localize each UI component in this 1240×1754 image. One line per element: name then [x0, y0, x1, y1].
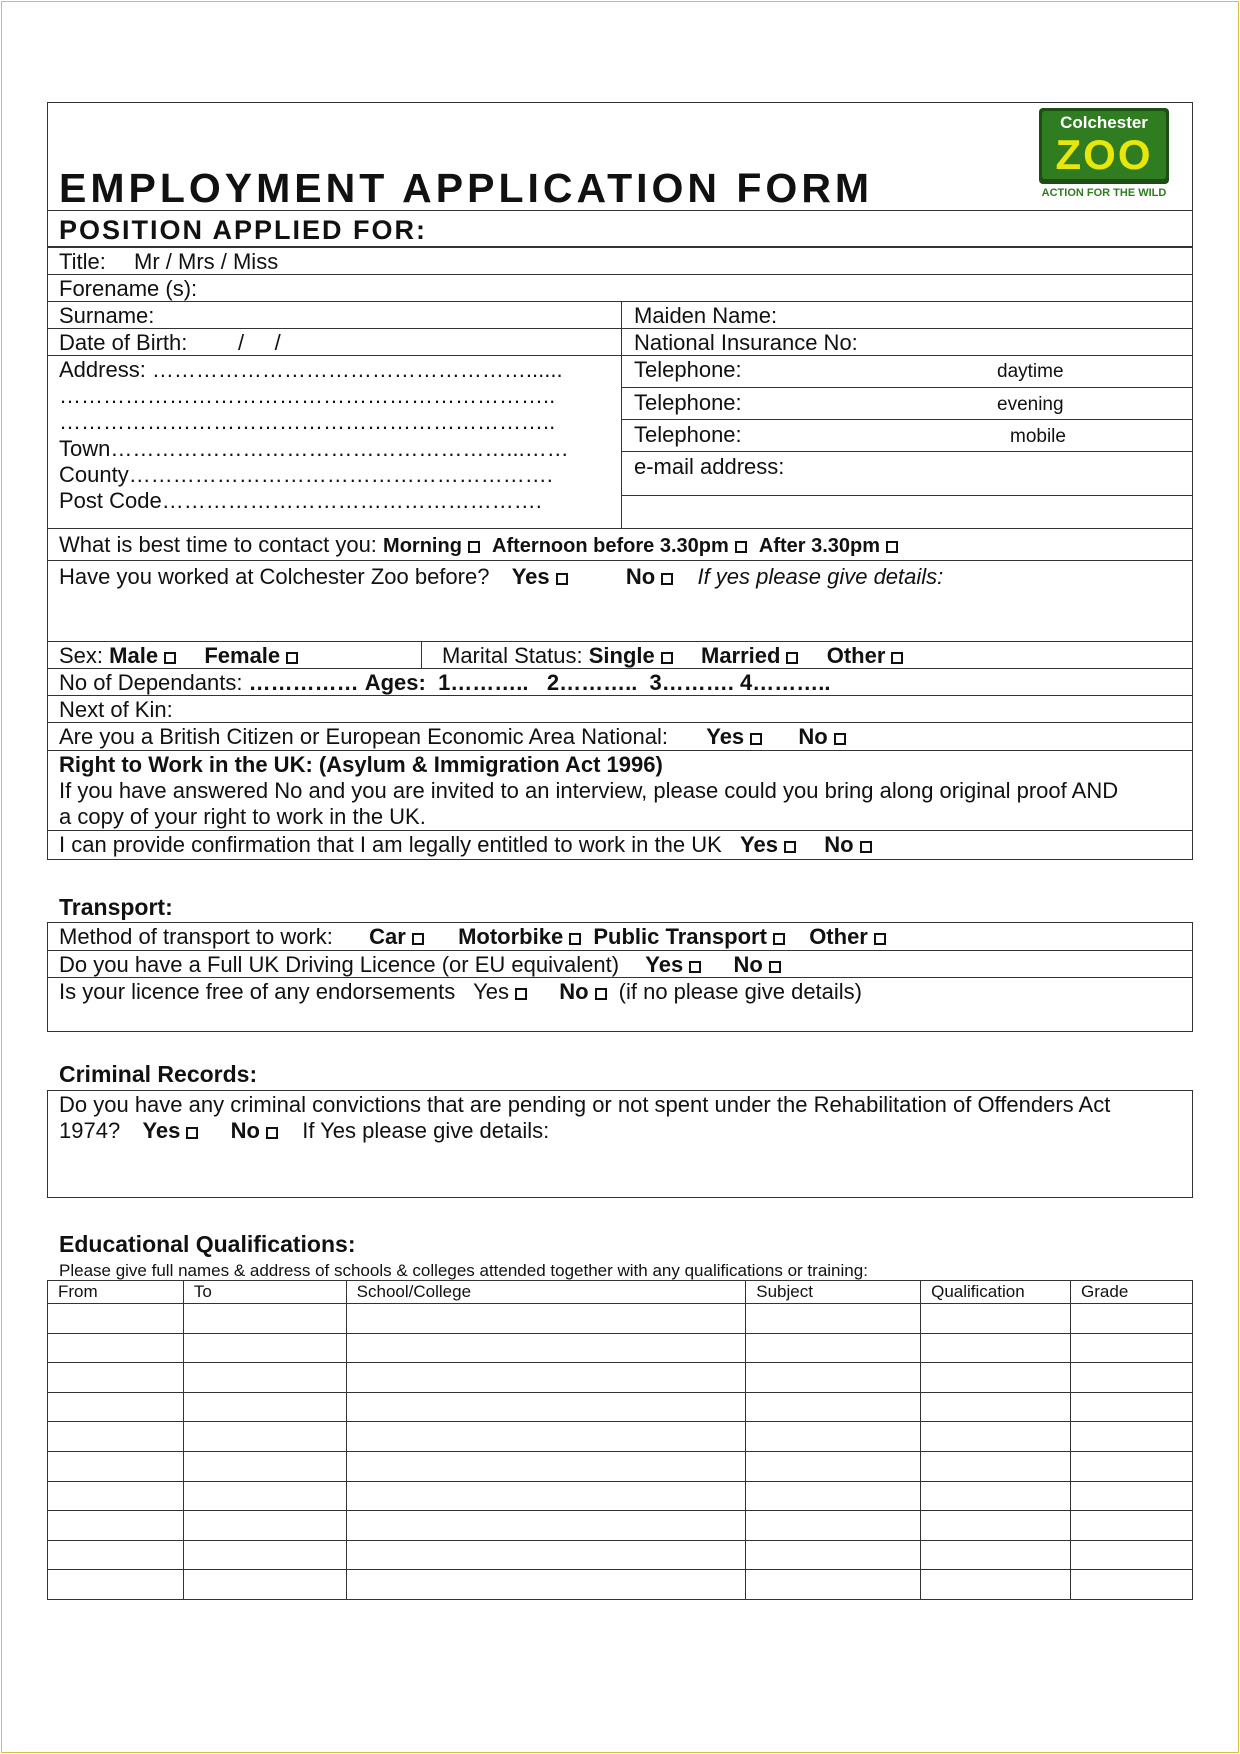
- table-cell[interactable]: [1071, 1333, 1193, 1363]
- column-subject: Subject: [746, 1281, 921, 1304]
- table-cell[interactable]: [183, 1363, 346, 1393]
- worked-before-details[interactable]: If yes please give details:: [697, 564, 944, 589]
- table-cell[interactable]: [183, 1451, 346, 1481]
- worked-before-yes-checkbox[interactable]: [556, 573, 568, 585]
- public-transport-option: Public Transport: [593, 924, 767, 949]
- table-cell[interactable]: [746, 1363, 921, 1393]
- married-checkbox[interactable]: [786, 652, 798, 664]
- table-cell[interactable]: [921, 1451, 1071, 1481]
- next-of-kin-label: Next of Kin:: [59, 697, 173, 722]
- column-grade: Grade: [1071, 1281, 1193, 1304]
- table-cell[interactable]: [746, 1540, 921, 1570]
- table-cell[interactable]: [1071, 1304, 1193, 1334]
- single-checkbox[interactable]: [661, 652, 673, 664]
- table-cell[interactable]: [183, 1481, 346, 1511]
- maiden-name-label[interactable]: Maiden Name:: [634, 303, 778, 328]
- surname-label[interactable]: Surname:: [59, 303, 155, 328]
- dob-row: [48, 328, 1192, 355]
- licence-question: Do you have a Full UK Driving Licence (or EU equivalent): [59, 952, 620, 977]
- single-option: Single: [588, 643, 655, 668]
- table-row: [48, 1570, 1193, 1600]
- forename-label: Forename (s):: [59, 276, 198, 301]
- table-cell[interactable]: [1071, 1363, 1193, 1393]
- table-cell[interactable]: [48, 1540, 184, 1570]
- ni-label[interactable]: National Insurance No:: [634, 330, 858, 355]
- endorsements-question: Is your licence free of any endorsements: [59, 979, 456, 1004]
- motorbike-option: Motorbike: [458, 924, 564, 949]
- dob-separator: / /: [238, 330, 281, 355]
- table-cell[interactable]: [346, 1304, 746, 1334]
- table-row: [48, 1511, 1193, 1541]
- right-to-work-line1: If you have answered No and you are invited to an interview, please could you bring along original proof AND: [59, 778, 1119, 803]
- table-cell[interactable]: [48, 1392, 184, 1422]
- column-school-college: School/College: [346, 1281, 746, 1304]
- table-cell[interactable]: [48, 1570, 184, 1600]
- column-to: To: [183, 1281, 346, 1304]
- right-to-work-no-checkbox[interactable]: [860, 841, 872, 853]
- table-cell[interactable]: [746, 1392, 921, 1422]
- table-cell[interactable]: [183, 1511, 346, 1541]
- table-row: [48, 1422, 1193, 1452]
- table-row: [48, 1451, 1193, 1481]
- public-transport-checkbox[interactable]: [773, 933, 785, 945]
- colchester-zoo-logo: [1038, 107, 1170, 199]
- morning-option: Morning: [383, 535, 462, 557]
- table-cell[interactable]: [183, 1540, 346, 1570]
- dependants-ages-field[interactable]: Ages: 1……….. 2……….. 3………. 4………..: [364, 670, 831, 695]
- right-to-work-yes-checkbox[interactable]: [784, 841, 796, 853]
- worked-before-question: Have you worked at Colchester Zoo before?: [59, 564, 490, 589]
- endorsements-details[interactable]: (if no please give details): [618, 979, 863, 1004]
- endorsements-row: [48, 977, 1192, 1031]
- table-cell[interactable]: [346, 1333, 746, 1363]
- email-label[interactable]: e-mail address:: [634, 454, 785, 479]
- motorbike-checkbox[interactable]: [569, 933, 581, 945]
- next-of-kin-row[interactable]: [48, 695, 1192, 722]
- table-cell[interactable]: [746, 1481, 921, 1511]
- after-330-option: After 3.30pm: [758, 535, 881, 557]
- criminal-yes: Yes: [142, 1118, 181, 1143]
- table-cell[interactable]: [346, 1540, 746, 1570]
- licence-yes-checkbox[interactable]: [689, 961, 701, 973]
- table-cell[interactable]: [346, 1363, 746, 1393]
- criminal-details: If Yes please give details:: [302, 1118, 550, 1143]
- table-cell[interactable]: [921, 1511, 1071, 1541]
- table-cell[interactable]: [921, 1392, 1071, 1422]
- telephone-mobile-label[interactable]: Telephone:: [634, 422, 742, 447]
- licence-no-checkbox[interactable]: [769, 961, 781, 973]
- right-to-work-confirm-row: [48, 830, 1192, 857]
- table-cell[interactable]: [1071, 1481, 1193, 1511]
- forename-row[interactable]: [48, 274, 1192, 301]
- zoo-logo-icon: [1038, 107, 1170, 185]
- right-to-work-line2: a copy of your right to work in the UK.: [59, 804, 426, 829]
- telephone-evening-tag: evening: [997, 394, 1064, 415]
- table-cell[interactable]: [746, 1333, 921, 1363]
- table-cell[interactable]: [48, 1363, 184, 1393]
- surname-row: [48, 301, 1192, 328]
- right-to-work-block: [48, 750, 1192, 830]
- endorsements-yes-checkbox[interactable]: [515, 988, 527, 1000]
- right-to-work-heading: Right to Work in the UK: (Asylum & Immigration Act 1996): [59, 752, 663, 777]
- header-section: [47, 102, 1193, 247]
- worked-before-no: No: [625, 564, 656, 589]
- citizen-yes: Yes: [706, 724, 745, 749]
- telephone-daytime-tag: daytime: [997, 361, 1064, 382]
- table-cell[interactable]: [346, 1422, 746, 1452]
- citizen-question: Are you a British Citizen or European Economic Area National:: [59, 724, 668, 749]
- table-cell[interactable]: [921, 1304, 1071, 1334]
- dob-label[interactable]: Date of Birth:: [59, 330, 188, 355]
- svg-text:Colchester: Colchester: [1060, 113, 1148, 132]
- table-cell[interactable]: [48, 1333, 184, 1363]
- afternoon-checkbox[interactable]: [735, 541, 747, 553]
- address-line-2[interactable]: …………………………………………………………..: [59, 383, 556, 408]
- county-field[interactable]: County………………………………………………….: [59, 462, 553, 487]
- endorsements-no-checkbox[interactable]: [595, 988, 607, 1000]
- table-cell[interactable]: [746, 1304, 921, 1334]
- endorsements-no: No: [559, 979, 589, 1004]
- table-cell[interactable]: [921, 1422, 1071, 1452]
- personal-details-section: [47, 247, 1193, 860]
- table-cell[interactable]: [183, 1304, 346, 1334]
- worked-before-no-checkbox[interactable]: [661, 573, 673, 585]
- table-cell[interactable]: [1071, 1451, 1193, 1481]
- criminal-question-line2: 1974?: [59, 1118, 121, 1143]
- table-row: [48, 1333, 1193, 1363]
- endorsements-yes: Yes: [473, 979, 509, 1004]
- sex-label: Sex:: [59, 643, 104, 668]
- contact-time-question: What is best time to contact you:: [59, 532, 377, 557]
- citizen-yes-checkbox[interactable]: [750, 733, 762, 745]
- table-cell[interactable]: [921, 1540, 1071, 1570]
- citizen-row: [48, 722, 1192, 750]
- table-cell[interactable]: [746, 1511, 921, 1541]
- table-cell[interactable]: [346, 1511, 746, 1541]
- table-cell[interactable]: [183, 1392, 346, 1422]
- table-cell[interactable]: [346, 1451, 746, 1481]
- table-row: [48, 1540, 1193, 1570]
- right-to-work-no: No: [824, 832, 854, 857]
- postcode-field[interactable]: Post Code…………………………………………….: [59, 488, 542, 513]
- form-title: EMPLOYMENT APPLICATION FORM: [59, 165, 874, 211]
- marital-other-option: Other: [826, 643, 886, 668]
- table-cell[interactable]: [183, 1570, 346, 1600]
- table-cell[interactable]: [1071, 1422, 1193, 1452]
- column-from: From: [48, 1281, 184, 1304]
- transport-method-row: [48, 923, 1192, 950]
- transport-other-checkbox[interactable]: [874, 933, 886, 945]
- table-row: [48, 1392, 1193, 1422]
- address-line-1[interactable]: Address: ……………………………………………......: [59, 357, 563, 382]
- licence-row: [48, 950, 1192, 977]
- licence-no: No: [733, 952, 763, 977]
- licence-yes: Yes: [645, 952, 684, 977]
- address-block: [48, 355, 1192, 528]
- table-cell[interactable]: [48, 1422, 184, 1452]
- marital-other-checkbox[interactable]: [891, 652, 903, 664]
- worked-before-yes: Yes: [511, 564, 550, 589]
- male-checkbox[interactable]: [164, 652, 176, 664]
- table-cell[interactable]: [48, 1451, 184, 1481]
- criminal-question-line1: Do you have any criminal convictions that are pending or not spent under the Rehabilitation of Offenders Act: [59, 1092, 1111, 1117]
- education-intro: Please give full names & address of schools & colleges attended together with any qualifications or training:: [59, 1261, 868, 1280]
- table-row: [48, 1363, 1193, 1393]
- telephone-evening-label[interactable]: Telephone:: [634, 390, 742, 415]
- criminal-records-heading: Criminal Records:: [59, 1061, 258, 1087]
- table-cell[interactable]: [48, 1511, 184, 1541]
- table-cell[interactable]: [1071, 1511, 1193, 1541]
- education-header-row: [48, 1281, 1193, 1304]
- morning-checkbox[interactable]: [468, 541, 480, 553]
- citizen-no-checkbox[interactable]: [834, 733, 846, 745]
- table-cell[interactable]: [1071, 1540, 1193, 1570]
- table-row: [48, 1481, 1193, 1511]
- citizen-no: No: [798, 724, 828, 749]
- table-cell[interactable]: [1071, 1392, 1193, 1422]
- column-qualification: Qualification: [921, 1281, 1071, 1304]
- sex-marital-row: [48, 641, 1192, 668]
- table-cell[interactable]: [48, 1304, 184, 1334]
- town-field[interactable]: Town………………………………………………...……: [59, 436, 569, 461]
- dependants-row: [48, 668, 1192, 695]
- table-cell[interactable]: [921, 1333, 1071, 1363]
- criminal-no-checkbox[interactable]: [266, 1127, 278, 1139]
- table-cell[interactable]: [346, 1570, 746, 1600]
- education-table: [47, 1280, 1193, 1600]
- female-option: Female: [204, 643, 281, 668]
- table-cell[interactable]: [183, 1333, 346, 1363]
- female-checkbox[interactable]: [286, 652, 298, 664]
- table-cell[interactable]: [346, 1392, 746, 1422]
- title-options[interactable]: Mr / Mrs / Miss: [134, 249, 279, 274]
- address-line-3[interactable]: …………………………………………………………..: [59, 409, 556, 434]
- table-cell[interactable]: [183, 1422, 346, 1452]
- afternoon-option: Afternoon before 3.30pm: [492, 535, 729, 557]
- table-cell[interactable]: [921, 1570, 1071, 1600]
- table-cell[interactable]: [746, 1570, 921, 1600]
- worked-before-row: [48, 560, 1192, 641]
- car-option: Car: [369, 924, 406, 949]
- table-row: [48, 1304, 1193, 1334]
- table-cell[interactable]: [746, 1451, 921, 1481]
- transport-method-label: Method of transport to work:: [59, 924, 333, 949]
- position-applied-label: POSITION APPLIED FOR:: [59, 215, 428, 245]
- right-to-work-confirm: I can provide confirmation that I am legally entitled to work in the UK: [59, 832, 722, 857]
- criminal-records-section[interactable]: [47, 1090, 1193, 1198]
- transport-heading: Transport:: [59, 894, 173, 920]
- marital-status-label: Marital Status:: [442, 643, 583, 668]
- telephone-daytime-label[interactable]: Telephone:: [634, 357, 742, 382]
- table-cell[interactable]: [1071, 1570, 1193, 1600]
- table-cell[interactable]: [346, 1481, 746, 1511]
- married-option: Married: [701, 643, 781, 668]
- criminal-no: No: [230, 1118, 260, 1143]
- education-heading: Educational Qualifications:: [59, 1231, 356, 1257]
- table-cell[interactable]: [746, 1422, 921, 1452]
- table-cell[interactable]: [921, 1481, 1071, 1511]
- contact-time-row: [48, 528, 1192, 560]
- dependants-count-field[interactable]: ……………: [248, 670, 359, 695]
- car-checkbox[interactable]: [412, 933, 424, 945]
- right-to-work-yes: Yes: [740, 832, 778, 857]
- transport-section: [47, 922, 1193, 1032]
- title-label: Title:: [59, 249, 106, 274]
- male-option: Male: [109, 643, 159, 668]
- svg-text:ZOO: ZOO: [1055, 131, 1153, 178]
- criminal-yes-checkbox[interactable]: [186, 1127, 198, 1139]
- dependants-label: No of Dependants:: [59, 670, 243, 695]
- logo-tagline: ACTION FOR THE WILD: [1041, 187, 1167, 199]
- telephone-mobile-tag: mobile: [1010, 426, 1066, 447]
- table-cell[interactable]: [921, 1363, 1071, 1393]
- after-330-checkbox[interactable]: [886, 541, 898, 553]
- transport-other-option: Other: [809, 924, 868, 949]
- title-row: [48, 247, 1192, 274]
- table-cell[interactable]: [48, 1481, 184, 1511]
